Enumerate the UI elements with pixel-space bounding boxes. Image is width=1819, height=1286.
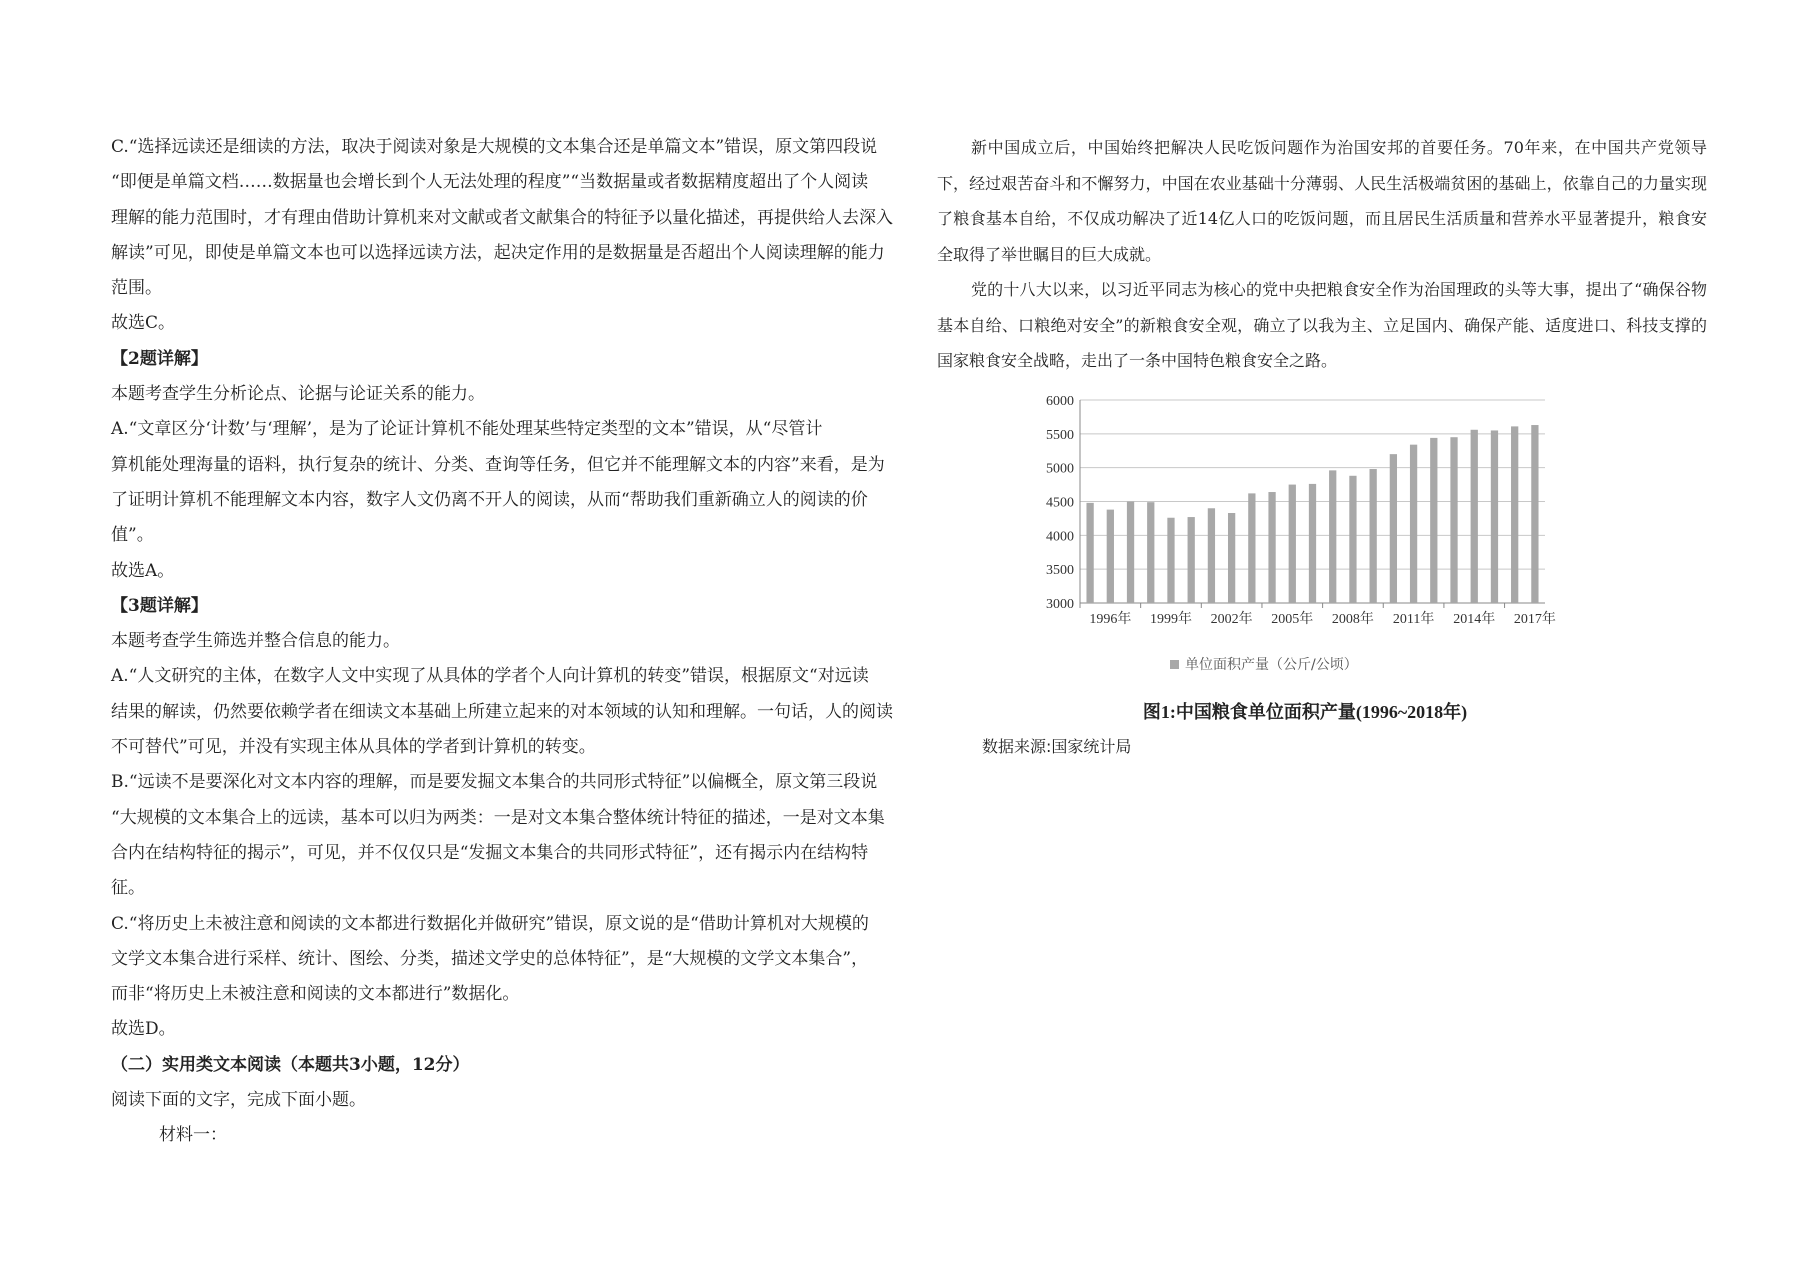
x-tick-label: 2017年 bbox=[1513, 612, 1556, 627]
yield-bar-chart bbox=[1030, 390, 1580, 690]
text-line: 范围。 bbox=[111, 278, 162, 299]
text-line: C.“选择远读还是细读的方法，取决于阅读对象是大规模的文本集合还是单篇文本”错误，原文第四段说 bbox=[111, 137, 878, 157]
text-line: 而非“将历史上未被注意和阅读的文本都进行”数据化。 bbox=[111, 984, 520, 1005]
legend-label: 单位面积产量（公斤/公顷） bbox=[1185, 657, 1358, 673]
x-tick-label: 2011年 bbox=[1392, 612, 1435, 627]
y-tick-label: 3500 bbox=[1046, 563, 1074, 579]
text-line: B.“远读不是要深化对文本内容的理解，而是要发掘文本集合的共同形式特征”以偏概全，原文第三段说 bbox=[111, 772, 878, 793]
y-tick-label: 6000 bbox=[1046, 394, 1074, 409]
text-line: “大规模的文本集合上的远读，基本可以归为两类：一是对文本集合整体统计特征的描述，一是对文本集 bbox=[111, 807, 885, 828]
x-tick-label: 1999年 bbox=[1149, 612, 1192, 627]
text-line: 结果的解读，仍然要依赖学者在细读文本基础上所建立起来的对本领域的认知和理解。一句话，人的阅读 bbox=[111, 701, 893, 722]
text-line: 文学文本集合进行采样、统计、图绘、分类，描述文学史的总体特征”，是“大规模的文学文本集合”， bbox=[111, 948, 869, 969]
bar bbox=[1107, 510, 1114, 603]
chart-source: 数据来源:国家统计局 bbox=[982, 737, 1132, 756]
chart-caption: 图1:中国粮食单位面积产量(1996~2018年) bbox=[1142, 702, 1468, 722]
text-line: 征。 bbox=[111, 878, 145, 899]
bar bbox=[1167, 518, 1174, 603]
text-line: 合内在结构特征的揭示”，可见，并不仅仅只是“发掘文本集合的共同形式特征”，还有揭示内在结构特 bbox=[111, 842, 869, 863]
bar bbox=[1147, 502, 1154, 603]
right-column bbox=[937, 130, 1707, 379]
bar bbox=[1430, 438, 1437, 603]
bar bbox=[1268, 492, 1275, 603]
text-line: 【3题详解】 bbox=[111, 595, 208, 616]
y-tick-label: 5000 bbox=[1046, 461, 1074, 477]
text-line: 【2题详解】 bbox=[111, 348, 208, 369]
y-tick-label: 4000 bbox=[1046, 529, 1074, 545]
text-line: 故选A。 bbox=[111, 560, 175, 581]
text-line: 了证明计算机不能理解文本内容，数字人文仍离不开人的阅读，从而“帮助我们重新确立人的阅读的价 bbox=[111, 489, 868, 510]
text-line: 材料一： bbox=[159, 1125, 227, 1146]
y-tick-label: 4500 bbox=[1046, 495, 1074, 511]
text-line: 本题考查学生筛选并整合信息的能力。 bbox=[111, 631, 400, 652]
text-line: A.“文章区分‘计数’与‘理解’，是为了论证计算机不能处理某些特定类型的文本”错误，从“尽管计 bbox=[111, 419, 823, 440]
x-tick-label: 2005年 bbox=[1271, 612, 1314, 627]
bar bbox=[1410, 445, 1417, 603]
y-tick-label: 3000 bbox=[1046, 597, 1074, 612]
text-line: 理解的能力范围时，才有理由借助计算机来对文献或者文献集合的特征予以量化描述，再提供给人去深入 bbox=[111, 207, 893, 228]
bar bbox=[1127, 502, 1134, 604]
text-line: C.“将历史上未被注意和阅读的文本都进行数据化并做研究”错误，原文说的是“借助计算机对大规模的 bbox=[111, 913, 869, 934]
text-line: 故选D。 bbox=[111, 1019, 176, 1040]
bar bbox=[1450, 437, 1457, 603]
bar bbox=[1390, 454, 1397, 603]
bar bbox=[1309, 484, 1316, 603]
legend-swatch bbox=[1170, 660, 1179, 669]
text-line: “即便是单篇文档……数据量也会增长到个人无法处理的程度”“当数据量或者数据精度超出了个人阅读 bbox=[111, 172, 869, 193]
bar bbox=[1228, 513, 1235, 603]
left-column bbox=[111, 130, 901, 1154]
material-paragraph-2: 党的十八大以来，以习近平同志为核心的党中央把粮食安全作为治国理政的头等大事，提出了“确保谷物基本自给、口粮绝对安全”的新粮食安全观，确立了以我为主、立足国内、确保产能、适度进口、科技支撑的国家粮食安全战略，走出了一条中国特色粮食安全之路。 bbox=[937, 280, 1707, 370]
bar bbox=[1471, 430, 1478, 603]
bar bbox=[1370, 469, 1377, 603]
text-line: 阅读下面的文字，完成下面小题。 bbox=[111, 1090, 366, 1111]
text-line: 值”。 bbox=[111, 525, 154, 546]
material-paragraph-1: 新中国成立后，中国始终把解决人民吃饭问题作为治国安邦的首要任务。70年来，在中国共产党领导下，经过艰苦奋斗和不懈努力，中国在农业基础十分薄弱、人民生活极端贫困的基础上，依靠自己的力量实现了粮食基本自给，不仅成功解决了近14亿人口的吃饭问题，而且居民生活质量和营养水平显著提升，粮食安全取得了举世瞩目的巨大成就。 bbox=[937, 138, 1707, 264]
x-tick-label: 2008年 bbox=[1331, 612, 1374, 627]
bar bbox=[1349, 476, 1356, 603]
bar bbox=[1511, 426, 1518, 603]
text-line: （二）实用类文本阅读（本题共3小题，12分） bbox=[111, 1054, 470, 1075]
y-tick-label: 5500 bbox=[1046, 427, 1074, 443]
text-line: 算机能处理海量的语料，执行复杂的统计、分类、查询等任务，但它并不能理解文本的内容”来看，是为 bbox=[111, 454, 885, 475]
text-line: 不可替代”可见，并没有实现主体从具体的学者到计算机的转变。 bbox=[111, 737, 596, 758]
x-tick-label: 1996年 bbox=[1089, 612, 1132, 627]
text-line: A.“人文研究的主体，在数字人文中实现了从具体的学者个人向计算机的转变”错误，根据原文“对远读 bbox=[111, 666, 869, 687]
bar bbox=[1208, 508, 1215, 603]
bar bbox=[1329, 470, 1336, 603]
text-line: 故选C。 bbox=[111, 313, 176, 334]
x-tick-label: 2002年 bbox=[1210, 612, 1253, 627]
bar bbox=[1289, 485, 1296, 603]
x-tick-label: 2014年 bbox=[1453, 612, 1496, 627]
bar bbox=[1531, 425, 1538, 603]
text-line: 本题考查学生分析论点、论据与论证关系的能力。 bbox=[111, 384, 485, 405]
text-line: 解读”可见，即使是单篇文本也可以选择远读方法，起决定作用的是数据量是否超出个人阅读理解的能力 bbox=[111, 242, 885, 263]
bar bbox=[1248, 493, 1255, 603]
bar bbox=[1188, 517, 1195, 603]
bar bbox=[1086, 503, 1093, 603]
bar bbox=[1491, 430, 1498, 603]
